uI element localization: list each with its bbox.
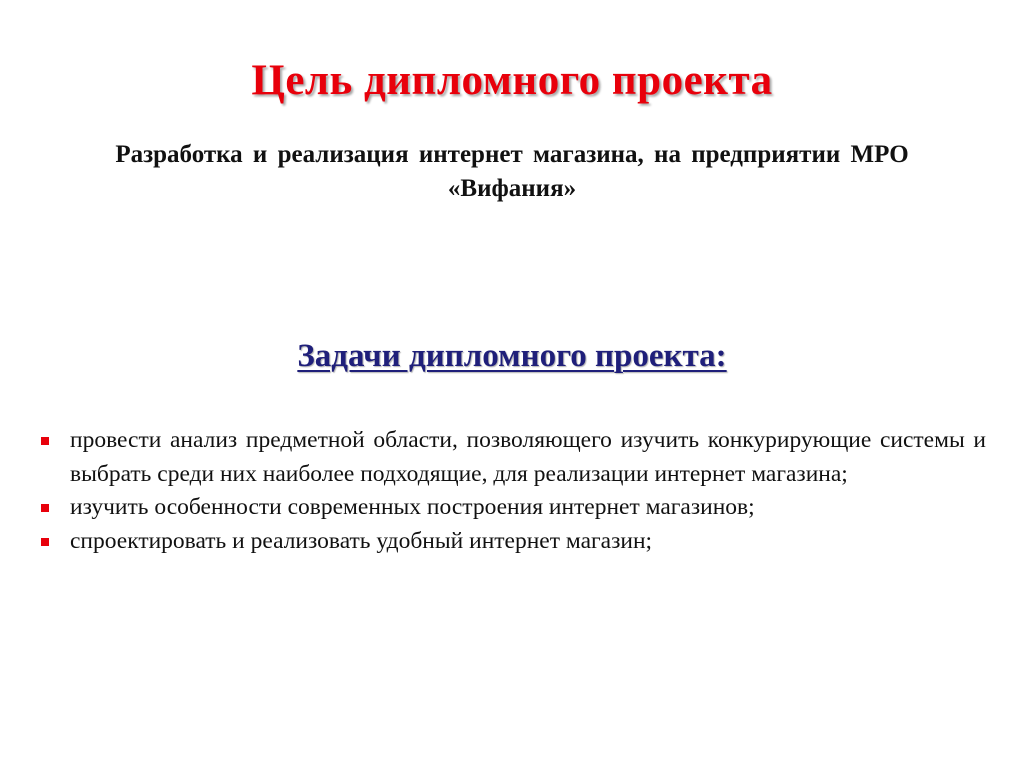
task-text: спроектировать и реализовать удобный интернет магазин; (70, 527, 653, 554)
task-text: изучить особенности современных построения интернет магазинов; (70, 494, 755, 520)
task-item (38, 424, 986, 491)
tasks-heading: Задачи дипломного проекта: (297, 338, 727, 374)
task-list (38, 424, 986, 558)
task-item (38, 491, 986, 525)
task-item (38, 525, 986, 559)
square-bullet-icon (41, 538, 49, 546)
slide-title: Цель дипломного проекта (251, 57, 773, 104)
goal-text: Разработка и реализация интернет магазина, на предприятии МРО «Вифания» (115, 141, 909, 202)
square-bullet-icon (41, 437, 49, 445)
task-text: провести анализ предметной области, позволяющего изучить конкурирующие системы и выбрать среди них наиболее подходящие, для реализации интернет магазина; (70, 427, 986, 487)
square-bullet-icon (41, 504, 49, 512)
